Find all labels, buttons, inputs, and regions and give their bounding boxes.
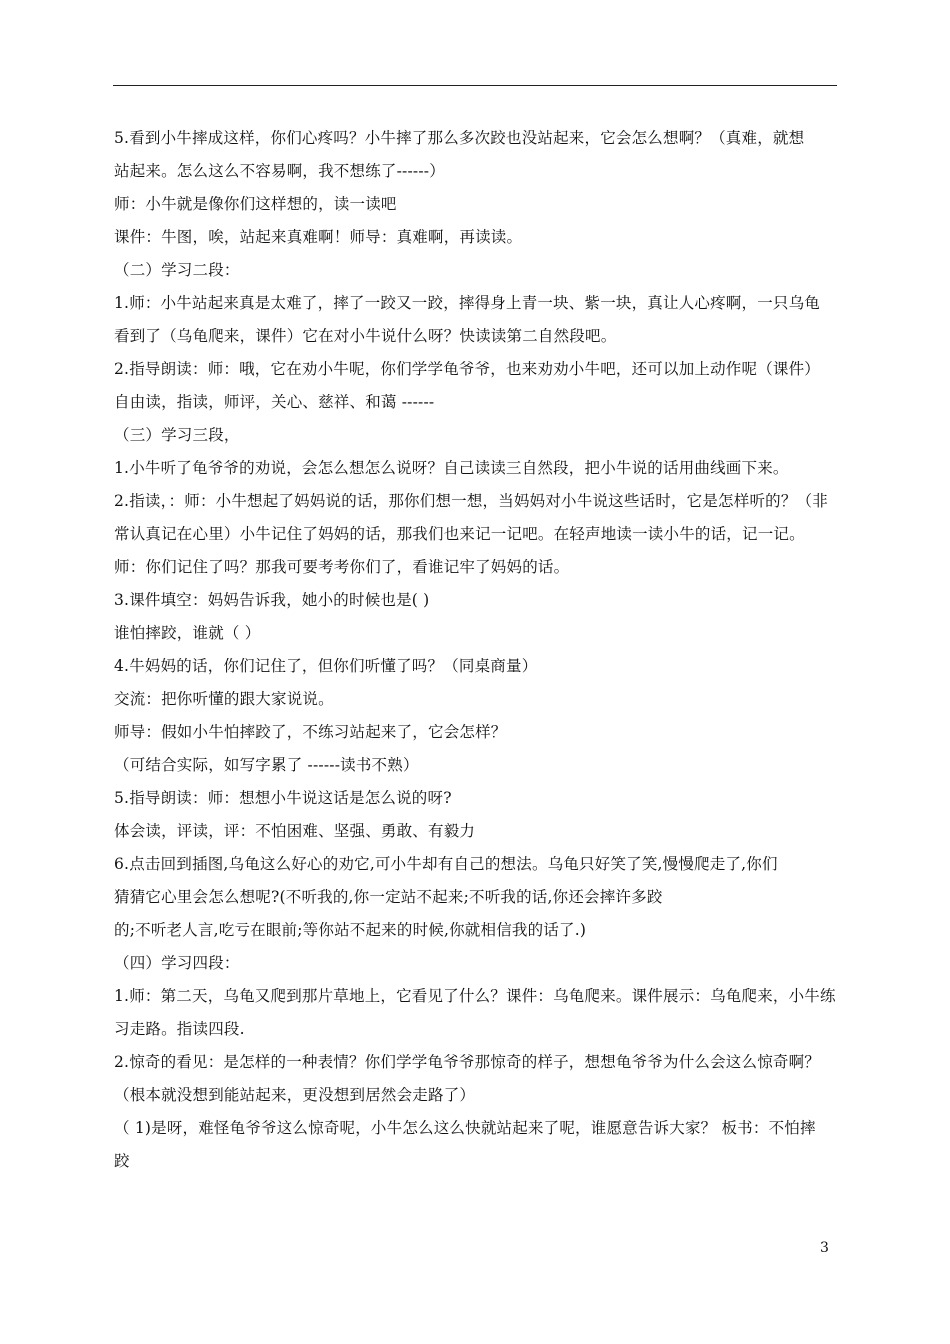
text-line: （ 1)是呀，难怪龟爷爷这么惊奇呢，小牛怎么这么快就站起来了呢，谁愿意告诉大家？ 板书：不怕摔: [114, 1119, 816, 1137]
text-line: 自由读，指读，师评，关心、慈祥、和蔼 ------: [114, 393, 435, 411]
text-line: 师：小牛就是像你们这样想的，读一读吧: [114, 195, 397, 213]
page-number: 3: [820, 1240, 829, 1256]
text-line: 谁怕摔跤，谁就（ ）: [114, 624, 261, 642]
text-line: 跤: [114, 1152, 130, 1170]
text-line: 1.小牛听了龟爷爷的劝说，会怎么想怎么说呀？自己读读三自然段，把小牛说的话用曲线画下来。: [114, 459, 789, 477]
section-heading: （四）学习四段：: [114, 954, 240, 972]
text-line: 师导：假如小牛怕摔跤了，不练习站起来了，它会怎样？: [114, 723, 507, 741]
text-line: 交流：把你听懂的跟大家说说。: [114, 690, 334, 708]
text-line: 师：你们记住了吗？那我可要考考你们了，看谁记牢了妈妈的话。: [114, 558, 570, 576]
text-line: 2.指导朗读：师：哦，它在劝小牛呢，你们学学龟爷爷，也来劝劝小牛吧，还可以加上动作呢（课件）: [114, 360, 820, 378]
text-line: （可结合实际，如写字累了 ------读书不熟）: [114, 756, 419, 774]
text-line: 体会读，评读，评：不怕困难、坚强、勇敢、有毅力: [114, 822, 476, 840]
text-line: 看到了（乌龟爬来，课件）它在对小牛说什么呀？快读读第二自然段吧。: [114, 327, 617, 345]
text-line: 4.牛妈妈的话，你们记住了，但你们听懂了吗？（同桌商量）: [114, 657, 538, 675]
header-rule: [113, 85, 837, 86]
text-line: （根本就没想到能站起来，更没想到居然会走路了）: [114, 1086, 476, 1104]
text-line: 常认真记在心里）小牛记住了妈妈的话，那我们也来记一记吧。在轻声地读一读小牛的话，记一记。: [114, 525, 805, 543]
text-line: 站起来。怎么这么不容易啊，我不想练了------）: [114, 162, 445, 180]
text-line: 习走路。指读四段.: [114, 1020, 245, 1038]
text-line: 5.看到小牛摔成这样，你们心疼吗？小牛摔了那么多次跤也没站起来，它会怎么想啊？（真难，就想: [114, 129, 805, 147]
text-line: 课件：牛图，唉，站起来真难啊！师导：真难啊，再读读。: [114, 228, 523, 246]
section-heading: （三）学习三段，: [114, 426, 240, 444]
text-line: 5.指导朗读：师：想想小牛说这话是怎么说的呀?: [114, 789, 452, 807]
text-line: 3.课件填空：妈妈告诉我，她小的时候也是( ): [114, 591, 430, 609]
document-body: [114, 122, 844, 1178]
text-line: 6.点击回到插图,乌龟这么好心的劝它,可小牛却有自己的想法。乌龟只好笑了笑,慢慢爬走了,你们: [114, 855, 778, 873]
section-heading: （二）学习二段：: [114, 261, 240, 279]
text-line: 1.师：小牛站起来真是太难了，摔了一跤又一跤，摔得身上青一块、紫一块，真让人心疼啊，一只乌龟: [114, 294, 820, 312]
text-line: 2.惊奇的看见：是怎样的一种表情？你们学学龟爷爷那惊奇的样子，想想龟爷爷为什么会这么惊奇啊？: [114, 1053, 820, 1071]
text-line: 1.师：第二天，乌龟又爬到那片草地上，它看见了什么？课件：乌龟爬来。课件展示：乌龟爬来，小牛练: [114, 987, 836, 1005]
text-line: 猜猜它心里会怎么想呢?(不听我的,你一定站不起来;不听我的话,你还会摔许多跤: [114, 888, 663, 906]
text-line: 2.指读，：师：小牛想起了妈妈说的话，那你们想一想，当妈妈对小牛说这些话时，它是怎样听的？（非: [114, 492, 828, 510]
text-line: 的;不听老人言,吃亏在眼前;等你站不起来的时候,你就相信我的话了.): [114, 921, 587, 939]
